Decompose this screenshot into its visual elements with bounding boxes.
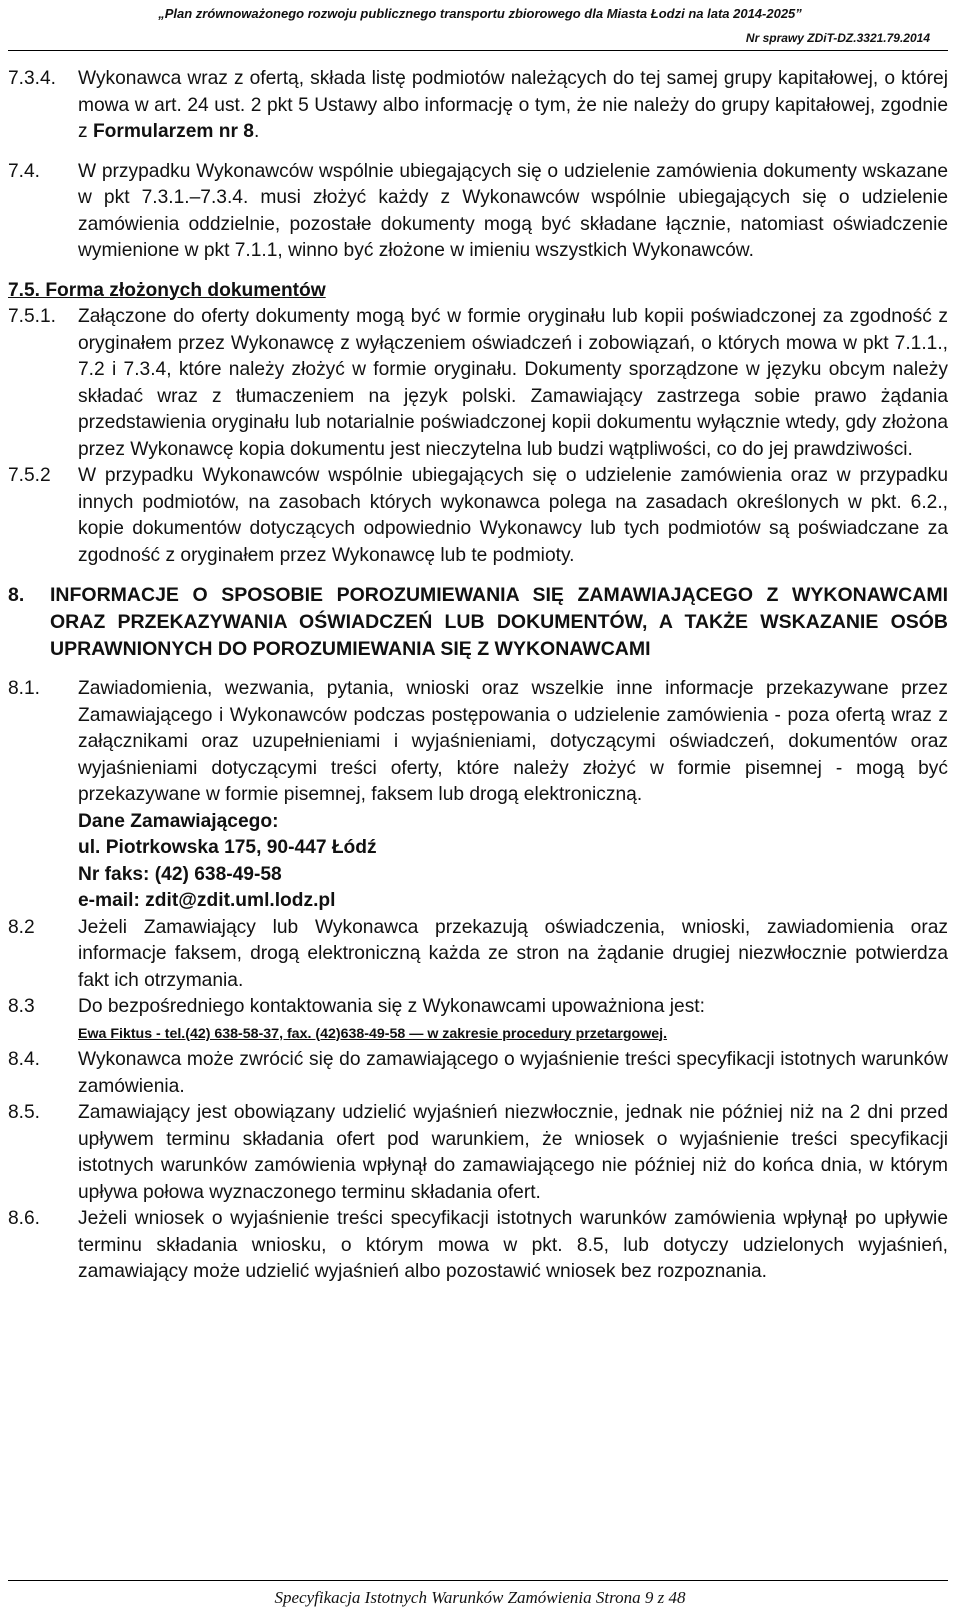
text-run: Wykonawca wraz z ofertą, składa listę podmiotów należących do tej samej grupy kapitałowej, o której mowa w art. 24 ust. 2 pkt 5 Ustawy albo informację o tym, że nie należy do grupy kapitałowej, zgodnie z <box>78 68 948 142</box>
paragraph-number: 8.3 <box>8 996 35 1017</box>
text-run: . <box>253 121 260 142</box>
text-run: Do bezpośredniego kontaktowania się z Wykonawcami upoważniona jest: <box>78 996 705 1017</box>
paragraph-text <box>78 66 948 146</box>
section-heading-8 <box>8 582 948 663</box>
paragraph-text: W przypadku Wykonawców wspólnie ubiegających się o udzielenie zamówienia oraz w przypadku innych podmiotów, na zasobach których wykonawca polega na zasadach określonych w pkt. 6.2., kopie dokumentów dotyczących odpowiednio Wykonawcy lub tych podmiotów są poświadczane za zgodność z oryginałem przez Wykonawcę lub te podmioty. <box>78 465 948 566</box>
paragraph-text <box>78 676 948 915</box>
paragraph-text: W przypadku Wykonawców wspólnie ubiegających się o udzielenie zamówienia dokumenty wskazane w pkt 7.3.1.–7.3.4. musi złożyć każdy z Wykonawców wspólnie ubiegających się o udzielenie zamówienia oddzielnie, pozostałe dokumenty mogą być składane łącznie, natomiast oświadczenie wymienione w pkt 7.1.1, winno być złożone w imieniu wszystkich Wykonawców. <box>78 160 948 261</box>
contact-email: e-mail: zdit@zdit.uml.lodz.pl <box>78 890 336 911</box>
paragraph-7-5-1 <box>8 304 948 463</box>
paragraph-7-3-4 <box>8 66 948 146</box>
contact-label: Dane Zamawiającego: <box>78 810 279 832</box>
paragraph-text: Wykonawca może zwrócić się do zamawiającego o wyjaśnienie treści specyfikacji istotnych warunków zamówienia. <box>78 1049 948 1097</box>
paragraph-8-6 <box>8 1206 948 1286</box>
paragraph-text <box>78 994 948 1047</box>
paragraph-number: 8.2 <box>8 916 35 938</box>
document-body <box>8 66 948 1286</box>
paragraph-text: Zamawiający jest obowiązany udzielić wyjaśnień niezwłocznie, jednak nie później niż na 2 dni przed upływem terminu składania ofert pod warunkiem, że wniosek o wyjaśnienie treści specyfikacji istotnych warunków zamówienia wpłynął do zamawiającego nie później niż do końca dnia, w którym upływa połowa wyznaczonego terminu składania ofert. <box>78 1102 948 1203</box>
paragraph-8-1 <box>8 676 948 915</box>
section-number: 8. <box>8 584 25 606</box>
paragraph-text: Jeżeli wniosek o wyjaśnienie treści specyfikacji istotnych warunków zamówienia wpłynął po upływie terminu składania wniosku, o którym mowa w pkt. 8.5, lub dotyczy udzielonych wyjaśnień, zamawiający może udzielić wyjaśnień albo pozostawić wniosek bez rozpoznania. <box>78 1208 948 1282</box>
section-title-7-5: 7.5. Forma złożonych dokumentów <box>8 279 326 301</box>
paragraph-8-5 <box>8 1100 948 1206</box>
paragraph-number: 8.4. <box>8 1049 41 1070</box>
paragraph-number: 8.1. <box>8 678 41 699</box>
page-footer: Specyfikacja Istotnych Warunków Zamówienia Strona 9 z 48 <box>274 1588 686 1607</box>
contact-address: ul. Piotrkowska 175, 90-447 Łódź <box>78 837 377 858</box>
paragraph-number: 8.6. <box>8 1208 41 1229</box>
case-number: Nr sprawy ZDiT-DZ.3321.79.2014 <box>745 31 930 45</box>
header-divider <box>8 50 948 51</box>
paragraph-text: Jeżeli Zamawiający lub Wykonawca przekazują oświadczenia, wnioski, zawiadomienia oraz informacje faksem, drogą elektroniczną każda ze stron na żądanie drugiej niezwłocznie potwierdza fakt ich otrzymania. <box>78 916 948 991</box>
paragraph-number: 7.4. <box>8 160 41 182</box>
paragraph-number: 7.5.1. <box>8 306 57 327</box>
contact-person-line: Ewa Fiktus - tel.(42) 638-58-37, fax. (42)638-49-58 — w zakresie procedury przetargowej. <box>78 1025 668 1042</box>
paragraph-number: 7.5.2 <box>8 465 51 486</box>
footer-divider <box>8 1580 948 1581</box>
form-reference: Formularzem nr 8 <box>92 121 254 142</box>
paragraph-number: 8.5. <box>8 1102 41 1123</box>
paragraph-7-4 <box>8 159 948 265</box>
paragraph-7-5-2 <box>8 463 948 569</box>
paragraph-8-3 <box>8 994 948 1047</box>
paragraph-text: Załączone do oferty dokumenty mogą być w formie oryginału lub kopii poświadczonej za zgodność z oryginałem przez Wykonawcę z wyłączeniem oświadczeń i zobowiązań, o których mowa w pkt 7.1.1., 7.2 i 7.3.4, które należy złożyć w formie oryginału. Dokumenty sporządzone w języku obcym należy składać wraz z tłumaczeniem na język polski. Zamawiający zastrzega sobie prawo żądania przedstawienia oryginału lub notarialnie poświadczonej kopii dokumentu wyłącznie wtedy, gdy złożona przez Wykonawcę kopia dokumentu jest nieczytelna lub budzi wątpliwości, co do jej prawdziwości. <box>78 306 948 460</box>
paragraph-number: 7.3.4. <box>8 68 57 89</box>
paragraph-8-4 <box>8 1047 948 1100</box>
text-run: Zawiadomienia, wezwania, pytania, wnioski oraz wszelkie inne informacje przekazywane przez Zamawiającego i Wykonawców podczas postępowania o udzielenie zamówienia - poza ofertą wraz z załącznikami oraz uzupełnieniami i wyjaśnieniami, dotyczącymi oświadczeń, dokumentów oraz wyjaśnieniami dotyczącymi treści oferty, które należy złożyć w formie pisemnej - mogą być przekazywane w formie pisemnej, faksem lub drogą elektroniczną. <box>78 678 948 805</box>
section-heading-text: INFORMACJE O SPOSOBIE POROZUMIEWANIA SIĘ ZAMAWIAJĄCEGO Z WYKONAWCAMI ORAZ PRZEKAZYWANIA OŚWIADCZEŃ LUB DOKUMENTÓW, A TAKŻE WSKAZANIE OSÓB UPRAWNIONYCH DO POROZUMIEWANIA SIĘ Z WYKONAWCAMI <box>50 584 948 660</box>
paragraph-8-2 <box>8 915 948 995</box>
contact-fax: Nr faks: (42) 638-49-58 <box>78 863 282 885</box>
running-header-title: „Plan zrównoważonego rozwoju publicznego transportu zbiorowego dla Miasta Łodzi na lata 2014-2025” <box>158 6 802 21</box>
